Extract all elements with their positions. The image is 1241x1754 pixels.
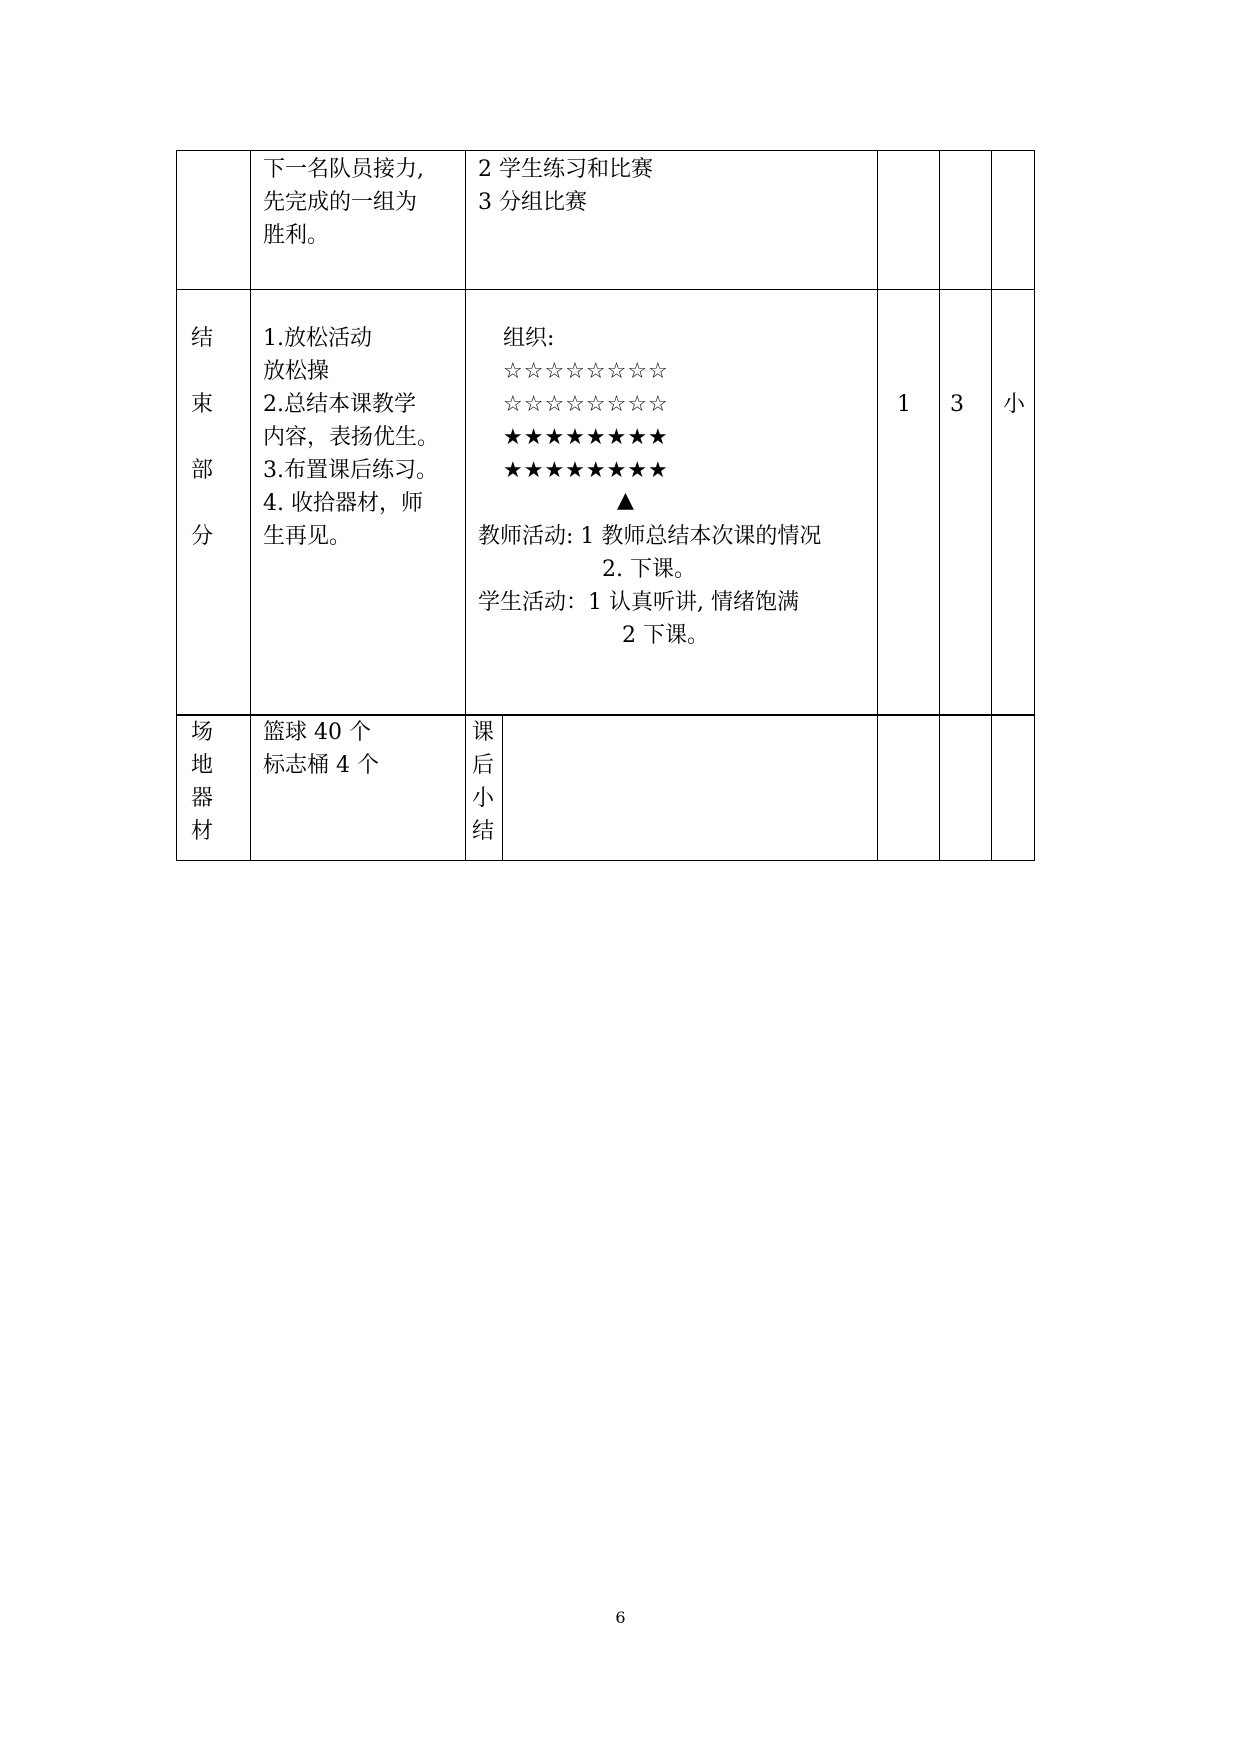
solid-star-row: ★★★★★★★★ <box>503 425 669 450</box>
teacher-activity-line: 教师活动: 1 教师总结本次课的情况 <box>478 524 822 549</box>
col-line-4 <box>939 150 940 861</box>
row1-content-line: 先完成的一组为 <box>263 190 418 215</box>
summary-char: 小 <box>472 786 495 811</box>
row2-content-line: 内容，表扬优生。 <box>263 425 440 450</box>
table-bottom-border <box>176 860 1035 861</box>
hollow-star-row: ☆☆☆☆☆☆☆☆ <box>503 359 669 384</box>
equipment-line: 篮球 40 个 <box>263 720 371 745</box>
row-divider-1 <box>176 289 1035 290</box>
section-char: 材 <box>191 819 214 844</box>
summary-char: 后 <box>472 753 495 778</box>
hollow-star-row: ☆☆☆☆☆☆☆☆ <box>503 392 669 417</box>
row1-method-line: 2 学生练习和比赛 <box>478 157 653 182</box>
teacher-activity-line: 2. 下课。 <box>602 557 696 582</box>
teacher-triangle-icon: ▲ <box>617 488 634 513</box>
col-line-1 <box>250 150 251 861</box>
section-char: 部 <box>191 458 214 483</box>
row2-content-line: 3.布置课后练习。 <box>263 458 438 483</box>
section-char: 场 <box>191 720 214 745</box>
row2-content-line: 4. 收拾器材，师 <box>263 491 423 516</box>
times-value: 1 <box>897 392 911 417</box>
col-line-5 <box>991 150 992 861</box>
table-top-border <box>176 150 1035 151</box>
row2-content-line: 1.放松活动 <box>263 326 372 351</box>
summary-char: 课 <box>472 720 495 745</box>
row-divider-2 <box>176 714 1035 716</box>
row2-content-line: 放松操 <box>263 359 330 384</box>
section-char: 地 <box>191 753 214 778</box>
minutes-value: 3 <box>950 392 964 417</box>
page-number: 6 <box>615 1608 626 1627</box>
row2-content-line: 2.总结本课教学 <box>263 392 416 417</box>
col-line-2 <box>465 150 466 861</box>
row1-content-line: 下一名队员接力, <box>263 157 424 182</box>
col-line-summary <box>502 714 503 861</box>
intensity-value: 小 <box>1003 392 1026 417</box>
student-activity-line: 学生活动：1 认真听讲, 情绪饱满 <box>478 590 799 615</box>
org-label: 组织: <box>503 326 555 351</box>
section-char: 结 <box>191 326 214 351</box>
solid-star-row: ★★★★★★★★ <box>503 458 669 483</box>
row1-content-line: 胜利。 <box>263 223 330 248</box>
row1-method-line: 3 分组比赛 <box>478 190 587 215</box>
section-char: 束 <box>191 392 214 417</box>
student-activity-line: 2 下课。 <box>622 623 709 648</box>
section-char: 器 <box>191 786 214 811</box>
col-line-0 <box>176 150 177 861</box>
row2-content-line: 生再见。 <box>263 524 352 549</box>
section-char: 分 <box>191 524 214 549</box>
col-line-6 <box>1034 150 1035 861</box>
col-line-3 <box>877 150 878 861</box>
equipment-line: 标志桶 4 个 <box>263 753 379 778</box>
summary-char: 结 <box>472 819 495 844</box>
